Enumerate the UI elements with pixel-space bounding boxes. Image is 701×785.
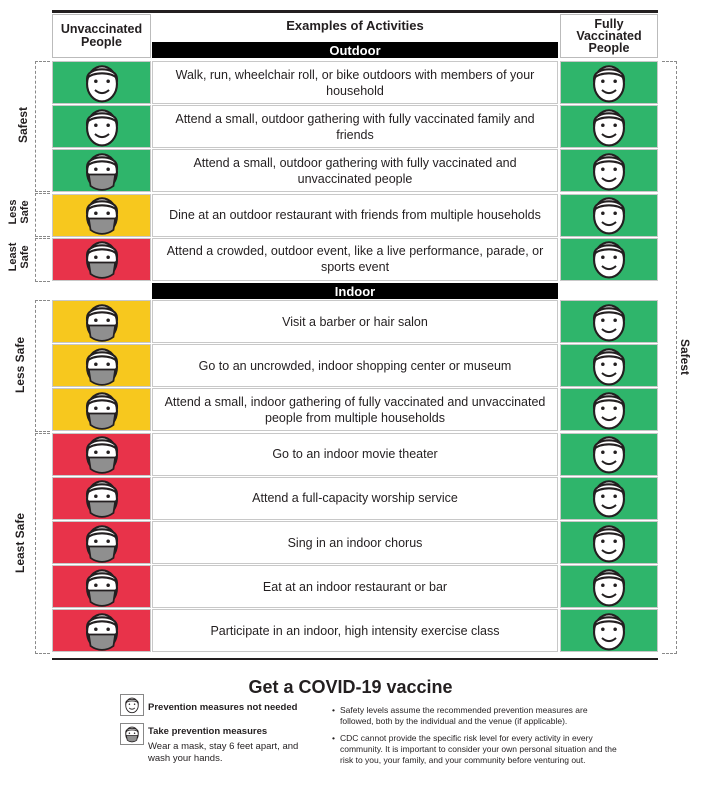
vaccinated-risk-cell (560, 433, 658, 476)
no-mask-face-icon (72, 105, 132, 149)
legend-mask-desc: Wear a mask, stay 6 feet apart, and wash your hands. (148, 741, 299, 764)
unvaccinated-risk-cell (52, 565, 151, 608)
mask-face-icon (72, 149, 132, 193)
bottom-rule (52, 658, 658, 660)
activity-cell: Attend a small, indoor gathering of fully vaccinated and unvaccinated people from multiple households (152, 388, 558, 431)
unvaccinated-risk-cell (52, 149, 151, 192)
label-safest: Safest (16, 106, 30, 144)
legend-no-mask-title: Prevention measures not needed (148, 702, 298, 713)
activity-cell: Visit a barber or hair salon (152, 300, 558, 343)
mask-face-icon (72, 388, 132, 432)
legend-mask-title: Take prevention measures (148, 726, 268, 737)
vaccinated-risk-cell (560, 300, 658, 343)
no-mask-face-icon (579, 388, 639, 432)
no-mask-face-icon (579, 105, 639, 149)
no-mask-face-icon (579, 300, 639, 344)
vaccinated-risk-cell (560, 388, 658, 431)
activity-cell: Dine at an outdoor restaurant with friends from multiple households (152, 194, 558, 237)
activity-cell: Go to an indoor movie theater (152, 433, 558, 476)
no-mask-face-icon (579, 609, 639, 653)
vaccinated-risk-cell (560, 238, 658, 281)
vaccinated-risk-cell (560, 609, 658, 652)
mask-face-icon (72, 476, 132, 520)
unvaccinated-risk-cell (52, 105, 151, 148)
label-less-safe-outdoor: Less Safe (7, 199, 31, 225)
no-mask-face-icon (579, 565, 639, 609)
activity-cell: Eat at an indoor restaurant or bar (152, 565, 558, 608)
top-rule (52, 10, 658, 13)
bracket-least-safe-indoor (35, 433, 50, 654)
header-examples: Examples of Activities (286, 18, 424, 33)
activity-cell: Walk, run, wheelchair roll, or bike outdoors with members of your household (152, 61, 558, 104)
vaccinated-risk-cell (560, 344, 658, 387)
activity-cell: Go to an uncrowded, indoor shopping center or museum (152, 344, 558, 387)
mask-face-icon (72, 521, 132, 565)
unvaccinated-risk-cell (52, 433, 151, 476)
mask-face-icon (72, 237, 132, 281)
header-unvaccinated: Unvaccinated People (52, 14, 151, 58)
activity-cell: Sing in an indoor chorus (152, 521, 558, 564)
note-cdc-risk: • CDC cannot provide the specific risk level for every activity in every community. It is important to consider your own personal situation and the risk to you, your family, and your community before venturing out. (340, 733, 620, 766)
vaccinated-risk-cell (560, 194, 658, 237)
section-outdoor: Outdoor (152, 42, 558, 58)
no-mask-face-icon (579, 476, 639, 520)
activity-cell: Attend a full-capacity worship service (152, 477, 558, 520)
no-mask-face-icon (579, 193, 639, 237)
unvaccinated-risk-cell (52, 388, 151, 431)
unvaccinated-risk-cell (52, 61, 151, 104)
bracket-vaccinated-safest (662, 61, 677, 654)
mask-face-icon (120, 723, 144, 745)
note-safety-levels: • Safety levels assume the recommended prevention measures are followed, both by the individual and the venue (if applicable). (340, 705, 620, 727)
label-least-safe-outdoor: Least Safe (7, 242, 31, 272)
mask-face-icon (72, 344, 132, 388)
bracket-less-safe-indoor (35, 300, 50, 432)
no-mask-face-icon (120, 694, 144, 716)
no-mask-face-icon (579, 61, 639, 105)
bracket-less-safe-outdoor (35, 193, 50, 237)
vaccinated-risk-cell (560, 565, 658, 608)
label-least-safe-indoor: Least Safe (13, 512, 27, 574)
bracket-safest (35, 61, 50, 192)
bracket-least-safe-outdoor (35, 238, 50, 282)
no-mask-face-icon (579, 432, 639, 476)
vaccinated-risk-cell (560, 521, 658, 564)
activity-cell: Participate in an indoor, high intensity exercise class (152, 609, 558, 652)
no-mask-face-icon (579, 521, 639, 565)
unvaccinated-risk-cell (52, 300, 151, 343)
vaccinated-risk-cell (560, 61, 658, 104)
unvaccinated-risk-cell (52, 238, 151, 281)
no-mask-face-icon (72, 61, 132, 105)
no-mask-face-icon (579, 149, 639, 193)
unvaccinated-risk-cell (52, 194, 151, 237)
activity-cell: Attend a crowded, outdoor event, like a live performance, parade, or sports event (152, 238, 558, 281)
mask-face-icon (72, 300, 132, 344)
vaccinated-risk-cell (560, 477, 658, 520)
vaccinated-risk-cell (560, 105, 658, 148)
mask-face-icon (72, 193, 132, 237)
label-less-safe-indoor: Less Safe (13, 336, 27, 394)
vaccinated-risk-cell (560, 149, 658, 192)
mask-face-icon (72, 609, 132, 653)
label-vaccinated-safest: Safest (678, 338, 692, 376)
unvaccinated-risk-cell (52, 609, 151, 652)
activity-cell: Attend a small, outdoor gathering with fully vaccinated and unvaccinated people (152, 149, 558, 192)
mask-face-icon (72, 432, 132, 476)
unvaccinated-risk-cell (52, 344, 151, 387)
unvaccinated-risk-cell (52, 477, 151, 520)
vaccine-call-to-action: Get a COVID-19 vaccine (248, 677, 453, 697)
activity-cell: Attend a small, outdoor gathering with fully vaccinated family and friends (152, 105, 558, 148)
no-mask-face-icon (579, 344, 639, 388)
header-vaccinated: Fully Vaccinated People (560, 14, 658, 58)
no-mask-face-icon (579, 237, 639, 281)
section-indoor: Indoor (152, 283, 558, 299)
mask-face-icon (72, 565, 132, 609)
unvaccinated-risk-cell (52, 521, 151, 564)
